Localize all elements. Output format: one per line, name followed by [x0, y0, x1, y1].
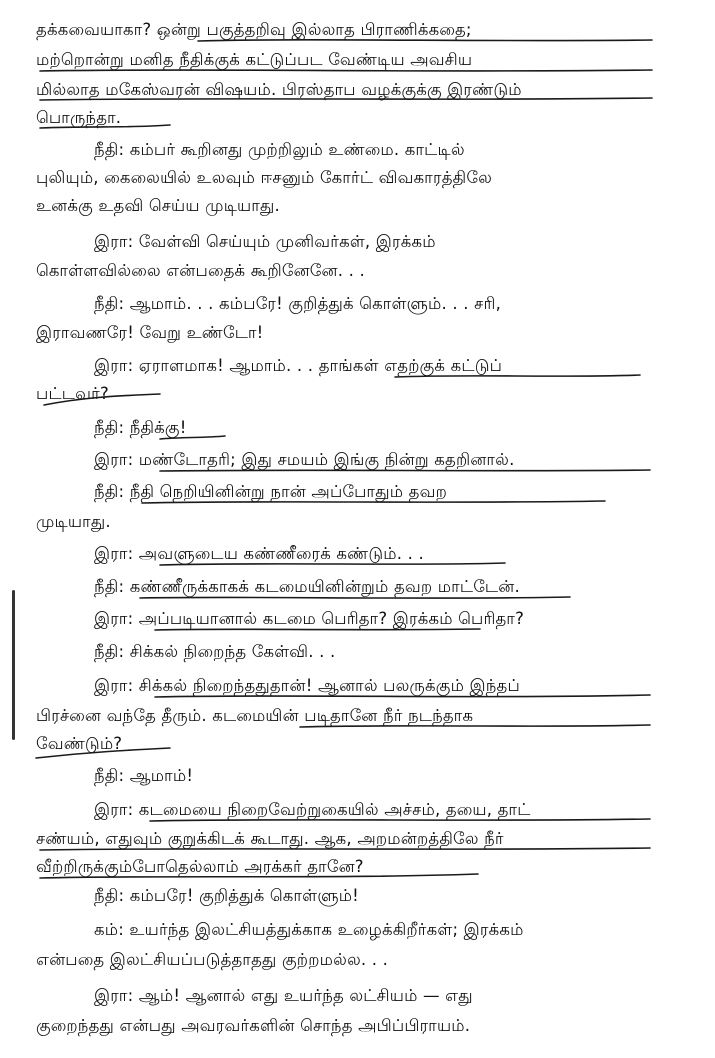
text-line: முடியாது.	[36, 512, 111, 531]
text-line: மில்லாத மகேஸ்வரன் விஷயம். பிரஸ்தாப வழக்குக்கு இரண்டும்	[36, 80, 522, 99]
underline-mark	[40, 70, 652, 71]
dialogue-line: நீதி: நீதி நெறியினின்று நான் அப்போதும் தவற	[94, 482, 448, 501]
underline-mark	[140, 597, 570, 598]
dialogue-line: இரா: வேள்வி செய்யும் முனிவர்கள், இரக்கம்	[94, 232, 436, 251]
dialogue-line: இரா: ஏராளமாக! ஆமாம். . . தாங்கள் எதற்குக் கட்டுப்	[94, 356, 503, 375]
text-line: மற்றொன்று மனித நீதிக்குக் கட்டுப்பட வேண்டிய அவசிய	[36, 50, 473, 69]
text-line: சண்யம், எதுவும் குறுக்கிடக் கூடாது. ஆக, அறமன்றத்திலே நீர்	[36, 829, 504, 848]
text-line: கொள்ளவில்லை என்பதைக் கூறினேனே. . .	[36, 261, 365, 280]
text-line: பிரச்னை வந்தே தீரும். கடமையின் படிதானே நீர் நடந்தாக	[36, 706, 474, 725]
text-line: வேண்டும்?	[36, 734, 123, 753]
text-line: பட்டவர்?	[36, 384, 109, 403]
text-line: பொருந்தா.	[36, 108, 122, 127]
text-line: உனக்கு உதவி செய்ய முடியாது.	[36, 196, 280, 215]
dialogue-line: இரா: அப்படியானால் கடமை பெரிதா? இரக்கம் பெரிதா?	[94, 609, 525, 628]
margin-pen-mark	[12, 590, 15, 740]
dialogue-line: நீதி: கம்பர் கூறினது முற்றிலும் உண்மை. காட்டில்	[94, 140, 465, 159]
dialogue-line: இரா: கடமையை நிறைவேற்றுகையில் அச்சம், தயை, தாட்	[94, 800, 531, 819]
dialogue-line: நீதி: ஆமாம். . . கம்பரே! குறித்துக் கொள்ளும். . . சரி,	[94, 294, 502, 313]
dialogue-line: நீதி: நீதிக்கு!	[94, 418, 187, 437]
dialogue-line: இரா: அவளுடைய கண்ணீரைக் கண்டும். . .	[94, 544, 425, 563]
text-line: வீற்றிருக்கும்போதெல்லாம் அரக்கர் தானே?	[36, 857, 364, 876]
underline-mark	[160, 470, 650, 471]
dialogue-line: இரா: மண்டோதரி; இது சமயம் இங்கு நின்று கதறினால்.	[94, 450, 515, 469]
dialogue-line: கம்: உயர்ந்த இலட்சியத்துக்காக உழைக்கிறீர்கள்; இரக்கம்	[94, 920, 524, 939]
dialogue-line: இரா: ஆம்! ஆனால் எது உயர்ந்த லட்சியம் — எது	[94, 986, 473, 1005]
underline-mark	[198, 40, 652, 41]
text-line: இராவணரே! வேறு உண்டோ!	[36, 323, 264, 342]
dialogue-line: நீதி: கம்பரே! குறித்துக் கொள்ளும்!	[94, 886, 360, 905]
dialogue-line: இரா: சிக்கல் நிறைந்ததுதான்! ஆனால் பலருக்கும் இந்தப்	[94, 676, 520, 695]
text-line: புலியும், கைலையில் உலவும் ஈசனும் கோர்ட் விவகாரத்திலே	[36, 168, 492, 187]
dialogue-line: நீதி: சிக்கல் நிறைந்த கேள்வி. . .	[94, 642, 336, 661]
dialogue-line: நீதி: ஆமாம்!	[94, 766, 194, 785]
text-line: குறைந்தது என்பது அவரவர்களின் சொந்த அபிப்பிராயம்.	[36, 1016, 471, 1035]
underline-mark	[155, 629, 480, 630]
dialogue-line: நீதி: கண்ணீருக்காகக் கடமையினின்றும் தவற மாட்டேன்.	[94, 577, 520, 596]
text-line: என்பதை இலட்சியப்படுத்தாதது குற்றமல்ல. . .	[36, 950, 389, 969]
text-line: தக்கவையாகா? ஒன்று பகுத்தறிவு இல்லாத பிராணிக்கதை;	[36, 20, 472, 39]
